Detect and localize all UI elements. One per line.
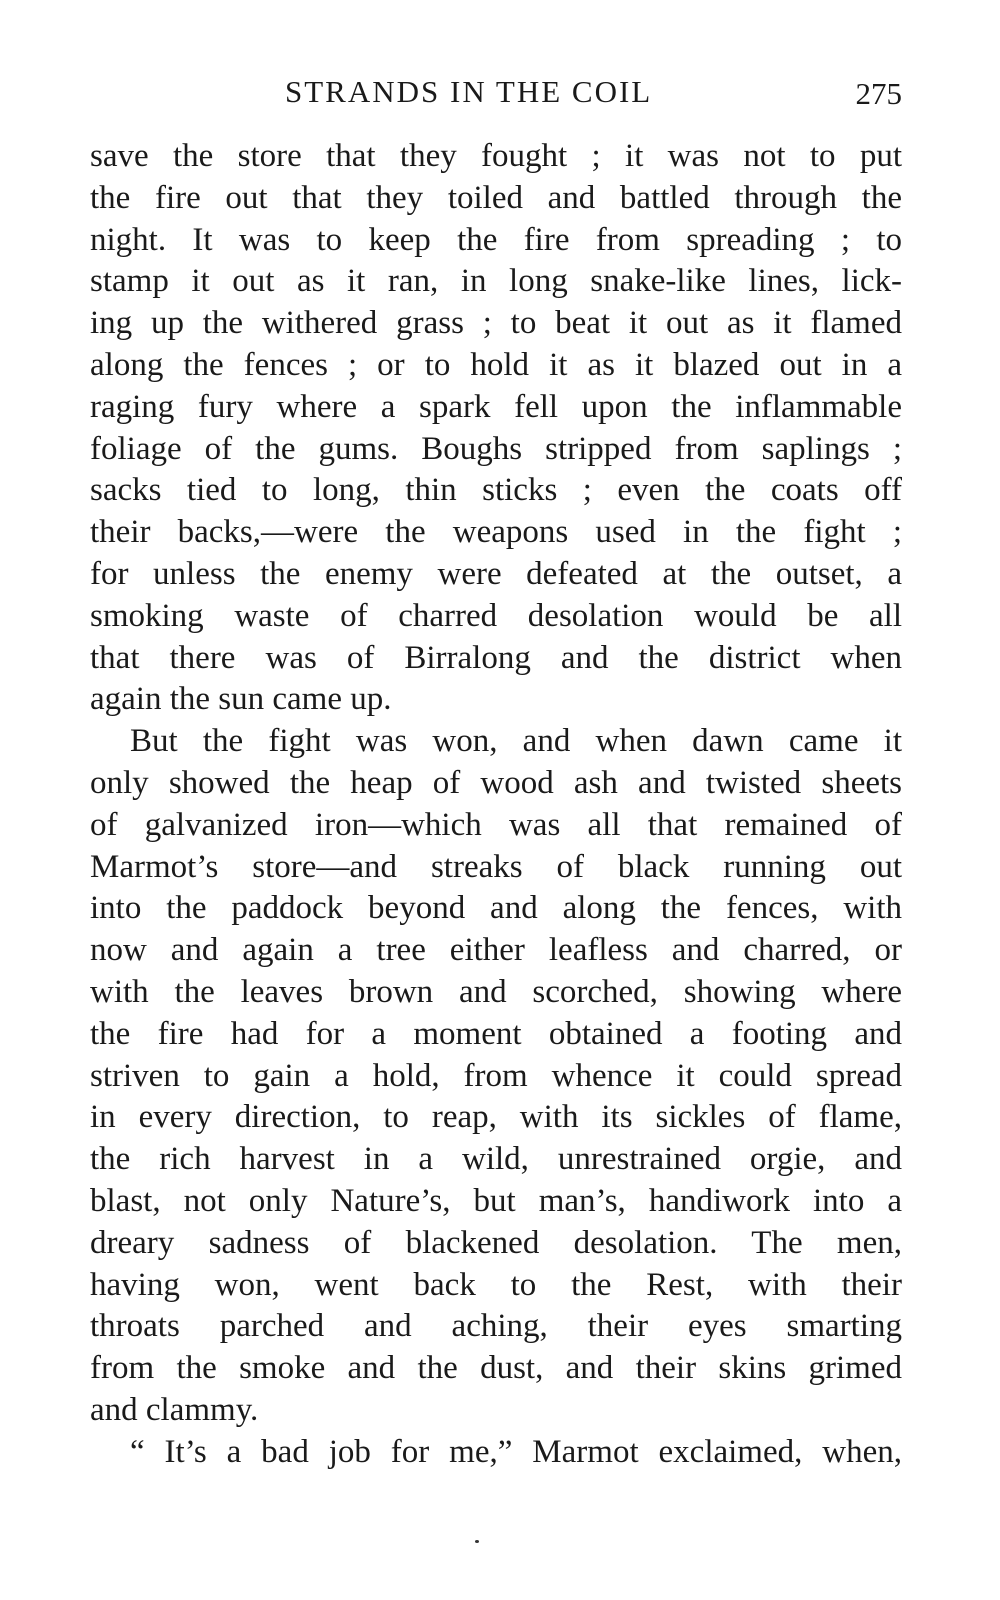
text-line: having won, went back to the Rest, with their [90, 1266, 902, 1303]
text-line: the rich harvest in a wild, unrestrained orgie, and [90, 1141, 902, 1178]
text-line: blast, not only Nature’s, but man’s, handiwork into a [90, 1182, 902, 1219]
paragraph-2 [90, 721, 902, 1432]
text-line: stamp it out as it ran, in long snake-like lines, lick- [90, 263, 902, 300]
page-number: 275 [855, 76, 902, 111]
text-line: with the leaves brown and scorched, showing where [90, 973, 902, 1010]
text-line: for unless the enemy were defeated at the outset, a [90, 555, 902, 592]
text-line: only showed the heap of wood ash and twisted sheets [90, 764, 902, 801]
text-line: raging fury where a spark fell upon the inflammable [90, 388, 902, 425]
text-line: in every direction, to reap, with its sickles of flame, [90, 1099, 902, 1136]
paragraph-1 [90, 136, 902, 721]
text-line: that there was of Birralong and the district when [90, 639, 902, 676]
text-line: Marmot’s store—and streaks of black running out [90, 848, 902, 885]
text-line: dreary sadness of blackened desolation. The men, [90, 1224, 902, 1261]
text-line: their backs,—were the weapons used in the fight ; [90, 514, 902, 551]
text-line: again the sun came up. [90, 681, 392, 718]
text-line: “ It’s a bad job for me,” Marmot exclaimed, when, [130, 1433, 902, 1470]
text-line: into the paddock beyond and along the fences, with [90, 890, 902, 927]
text-line: the fire had for a moment obtained a footing and [90, 1015, 902, 1052]
text-line: of galvanized iron—which was all that remained of [90, 806, 902, 843]
text-line: from the smoke and the dust, and their skins grimed [90, 1350, 902, 1387]
paragraph-3 [90, 1432, 902, 1474]
print-mark [475, 1540, 479, 1543]
text-line: But the fight was won, and when dawn came it [130, 723, 902, 760]
text-line: foliage of the gums. Boughs stripped from saplings ; [90, 430, 902, 467]
text-line: save the store that they fought ; it was not to put [90, 138, 902, 174]
text-line: smoking waste of charred desolation would be all [90, 597, 902, 634]
text-line: throats parched and aching, their eyes smarting [90, 1308, 902, 1345]
running-head [90, 70, 902, 114]
text-line: striven to gain a hold, from whence it could spread [90, 1057, 902, 1094]
text-line: night. It was to keep the fire from spreading ; to [90, 221, 902, 258]
book-page [90, 70, 902, 1474]
text-line: sacks tied to long, thin sticks ; even the coats off [90, 472, 902, 509]
text-line: the fire out that they toiled and battled through the [90, 179, 902, 216]
text-line: ing up the withered grass ; to beat it out as it flamed [90, 305, 902, 342]
text-line: now and again a tree either leafless and charred, or [90, 932, 902, 969]
running-title: STRANDS IN THE COIL [285, 74, 653, 109]
text-line: along the fences ; or to hold it as it blazed out in a [90, 346, 902, 383]
text-line: and clammy. [90, 1391, 259, 1428]
